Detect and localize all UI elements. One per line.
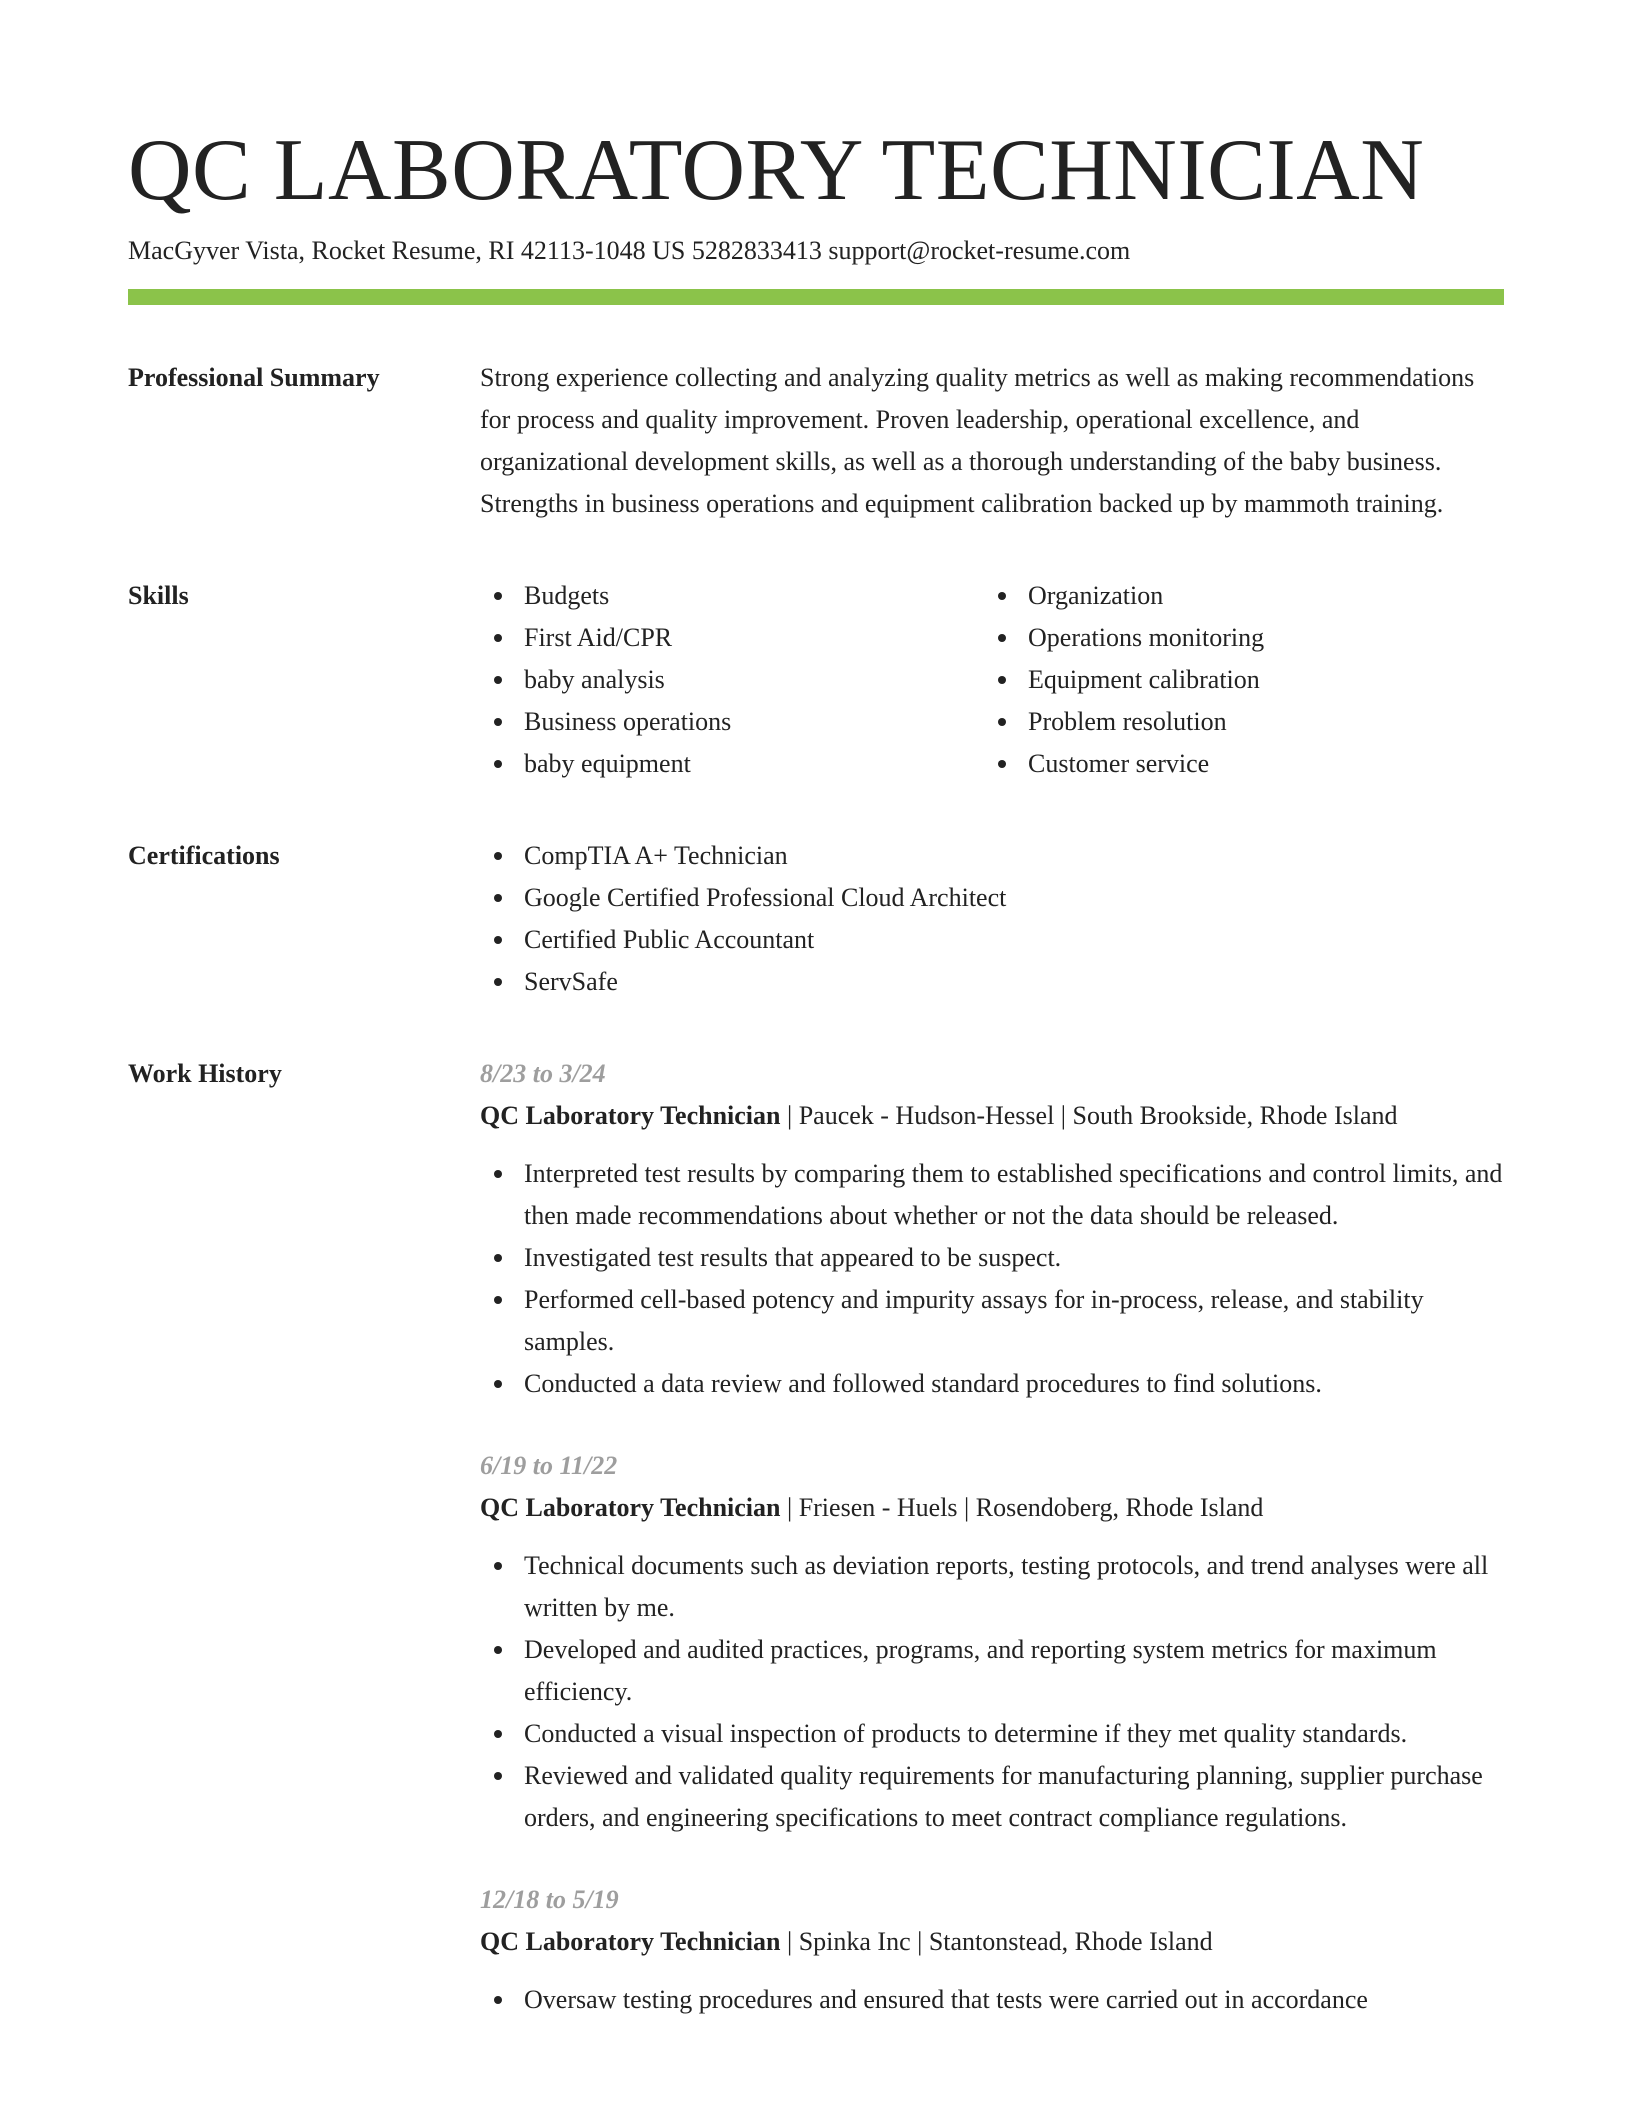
job-bullet: Oversaw testing procedures and ensured that tests were carried out in accordance (480, 1979, 1504, 2021)
job-bullets (480, 1979, 1504, 2021)
job-dates: 12/18 to 5/19 (480, 1885, 619, 1914)
resume-page (128, 118, 1504, 2061)
certifications-heading: Certifications (128, 841, 280, 870)
job-bullet: Conducted a visual inspection of products to determine if they met quality standards. (480, 1713, 1504, 1755)
job-bullets (480, 1153, 1504, 1405)
contact-address: MacGyver Vista, Rocket Resume, RI 42113-1048 US (128, 236, 686, 265)
certifications-list (480, 835, 1504, 1003)
certification-item: Google Certified Professional Cloud Architect (480, 877, 1504, 919)
certification-item: CompTIA A+ Technician (480, 835, 1504, 877)
skills-section (128, 575, 1504, 785)
summary-section (128, 357, 1504, 525)
skills-list-left (480, 575, 984, 785)
skill-item: Equipment calibration (984, 659, 1488, 701)
skill-item: Budgets (480, 575, 984, 617)
skill-item: Problem resolution (984, 701, 1488, 743)
job-dates: 8/23 to 3/24 (480, 1059, 606, 1088)
job-title: QC Laboratory Technician (480, 1493, 781, 1522)
certifications-section (128, 835, 1504, 1003)
skill-item: First Aid/CPR (480, 617, 984, 659)
job-details: | Friesen - Huels | Rosendoberg, Rhode Island (780, 1493, 1264, 1522)
skill-item: Organization (984, 575, 1488, 617)
job-bullet: Investigated test results that appeared to be suspect. (480, 1237, 1504, 1279)
skill-item: baby equipment (480, 743, 984, 785)
job-title: QC Laboratory Technician (480, 1101, 781, 1130)
work-history-heading: Work History (128, 1059, 282, 1088)
job-dates: 6/19 to 11/22 (480, 1451, 618, 1480)
candidate-name: QC LABORATORY TECHNICIAN (128, 122, 1425, 219)
skill-item: baby analysis (480, 659, 984, 701)
job-entry (480, 1879, 1504, 2021)
job-bullet: Technical documents such as deviation reports, testing protocols, and trend analyses were all written by me. (480, 1545, 1504, 1629)
job-heading (480, 1487, 1504, 1529)
job-bullet: Conducted a data review and followed standard procedures to find solutions. (480, 1363, 1504, 1405)
job-bullets (480, 1545, 1504, 1839)
job-heading (480, 1921, 1504, 1963)
job-bullet: Interpreted test results by comparing them to established specifications and control limits, and then made recommendations about whether or not the data should be released. (480, 1153, 1504, 1237)
job-entry (480, 1445, 1504, 1839)
contact-phone: 5282833413 (691, 236, 822, 265)
certification-item: ServSafe (480, 961, 1504, 1003)
job-bullet: Performed cell-based potency and impurity assays for in-process, release, and stability samples. (480, 1279, 1504, 1363)
job-details: | Spinka Inc | Stantonstead, Rhode Island (780, 1927, 1213, 1956)
certification-item: Certified Public Accountant (480, 919, 1504, 961)
skill-item: Operations monitoring (984, 617, 1488, 659)
job-bullet: Developed and audited practices, programs, and reporting system metrics for maximum efficiency. (480, 1629, 1504, 1713)
skills-heading: Skills (128, 581, 189, 610)
job-heading (480, 1095, 1504, 1137)
job-bullet: Reviewed and validated quality requirements for manufacturing planning, supplier purchase orders, and engineering specifications to meet contract compliance regulations. (480, 1755, 1504, 1839)
skill-item: Business operations (480, 701, 984, 743)
summary-text: Strong experience collecting and analyzing quality metrics as well as making recommendations for process and quality improvement. Proven leadership, operational excellence, and organizational development skills, as well as a thorough understanding of the baby business. Strengths in business operations and equipment calibration backed up by mammoth training. (480, 363, 1475, 518)
job-details: | Paucek - Hudson-Hessel | South Brookside, Rhode Island (780, 1101, 1398, 1130)
contact-email: support@rocket-resume.com (828, 236, 1131, 265)
contact-line (128, 233, 1504, 269)
job-title: QC Laboratory Technician (480, 1927, 781, 1956)
job-entry (480, 1053, 1504, 1405)
skill-item: Customer service (984, 743, 1488, 785)
skills-list-right (984, 575, 1488, 785)
summary-heading: Professional Summary (128, 363, 380, 392)
work-history-section (128, 1053, 1504, 2061)
skills-grid (480, 575, 1504, 785)
header-divider (128, 289, 1504, 305)
